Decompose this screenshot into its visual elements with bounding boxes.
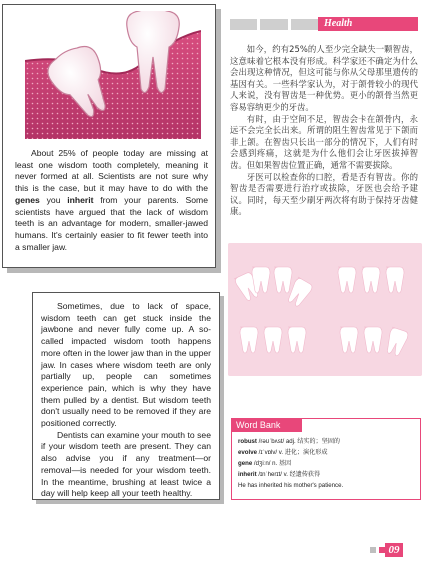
impacted-teeth-text bbox=[41, 301, 211, 500]
chinese-paragraph: 有时，由于空间不足，智齿会卡在颌骨内，永远不会完全长出来。所谓的阻生智齿常见于下颌而非上颌。在智齿只长出一部分的情况下，人们有时会感到疼痛，这就是为什么他们会让牙医拔掉智齿。但如果智齿位置正确，通常不需要拔除。 bbox=[230, 113, 418, 170]
word-term: inherit bbox=[238, 471, 257, 478]
keyword-inherit: inherit bbox=[67, 194, 94, 205]
page-number: 09 bbox=[385, 543, 403, 557]
intro-segment-2: you bbox=[39, 194, 68, 205]
panel-paragraph: Dentists can examine your mouth to see if your wisdom teeth are present. They can also advise you if any treatment—or removal—is needed for your wisdom teeth. In the meantime, brushing at least twice a day will help keep all your teeth healthy. bbox=[41, 429, 211, 499]
keyword-genes: genes bbox=[15, 194, 40, 205]
word-definition: /ɪˈvɒlv/ v. 进化；演化形成 bbox=[256, 449, 328, 456]
wisdom-tooth-gum-icon bbox=[25, 11, 201, 141]
chinese-paragraph: 牙医可以检查你的口腔，看是否有智齿。你的智齿是否需要进行治疗或拔除，牙医也会给予建议。同时，每天至少刷牙两次将有助于保持牙齿健康。 bbox=[230, 171, 418, 217]
word-bank-title: Word Bank bbox=[232, 419, 302, 432]
word-example: He has inherited his mother's patience. bbox=[238, 482, 344, 489]
section-tag: Health bbox=[318, 17, 418, 31]
word-term: evolve bbox=[238, 449, 257, 456]
word-definition: /rəʊˈbʌst/ adj. 结实的；坚固的 bbox=[256, 438, 341, 445]
intro-panel bbox=[2, 4, 216, 268]
word-entry bbox=[238, 447, 418, 458]
word-definition: /ɪnˈherɪt/ v. 经遗传获得 bbox=[256, 471, 321, 478]
chinese-translation bbox=[230, 44, 418, 218]
word-term: gene bbox=[238, 460, 253, 467]
header-stripe bbox=[230, 19, 318, 30]
word-definition: /dʒiːn/ n. 基因 bbox=[252, 460, 292, 467]
page-marker-squares bbox=[370, 547, 385, 553]
intro-paragraph bbox=[15, 148, 208, 253]
intro-segment-4: from your parents. Some scientists have argued that the lack of wisdom teeth is an advantage for modern, smaller-jawed humans. It's certainly easier to fit fewer teeth into a smaller jaw. bbox=[15, 194, 208, 252]
pink-teeth-diagram-icon bbox=[228, 243, 422, 376]
panel-paragraph: Sometimes, due to lack of space, wisdom teeth can get stuck inside the jawbone and never fully come up. A so-called impacted wisdom tooth happens more often in the lower jaw than in the upper jaw. In cases where wisdom teeth are only partially up, people can sometimes experience pain, which is why they have them pulled by a dentist. But wisdom teeth don't usually need to be removed if they are positioned correctly. bbox=[41, 301, 211, 429]
intro-segment-0: About 25% of people today are missing at least one wisdom tooth completely, meaning it never formed at all. Scientists are not sure why this is the case, but it may have to do with the bbox=[15, 148, 208, 194]
chinese-paragraph: 如今，约有25%的人至少完全缺失一颗智齿，这意味着它根本没有形成。科学家还不确定为什么会出现这种情况，但这可能与你从父母那里遗传的基因有关。一些科学家认为，对于颌骨较小的现代人来说，没有智齿是一种优势。更小的颌骨当然更容易容纳更少的牙齿。 bbox=[230, 44, 418, 112]
impacted-teeth-panel bbox=[32, 292, 220, 500]
word-bank-list bbox=[238, 436, 418, 491]
word-entry bbox=[238, 436, 418, 447]
word-entry bbox=[238, 469, 418, 480]
word-term: robust bbox=[238, 438, 257, 445]
word-bank bbox=[231, 418, 421, 500]
word-entry bbox=[238, 458, 418, 469]
